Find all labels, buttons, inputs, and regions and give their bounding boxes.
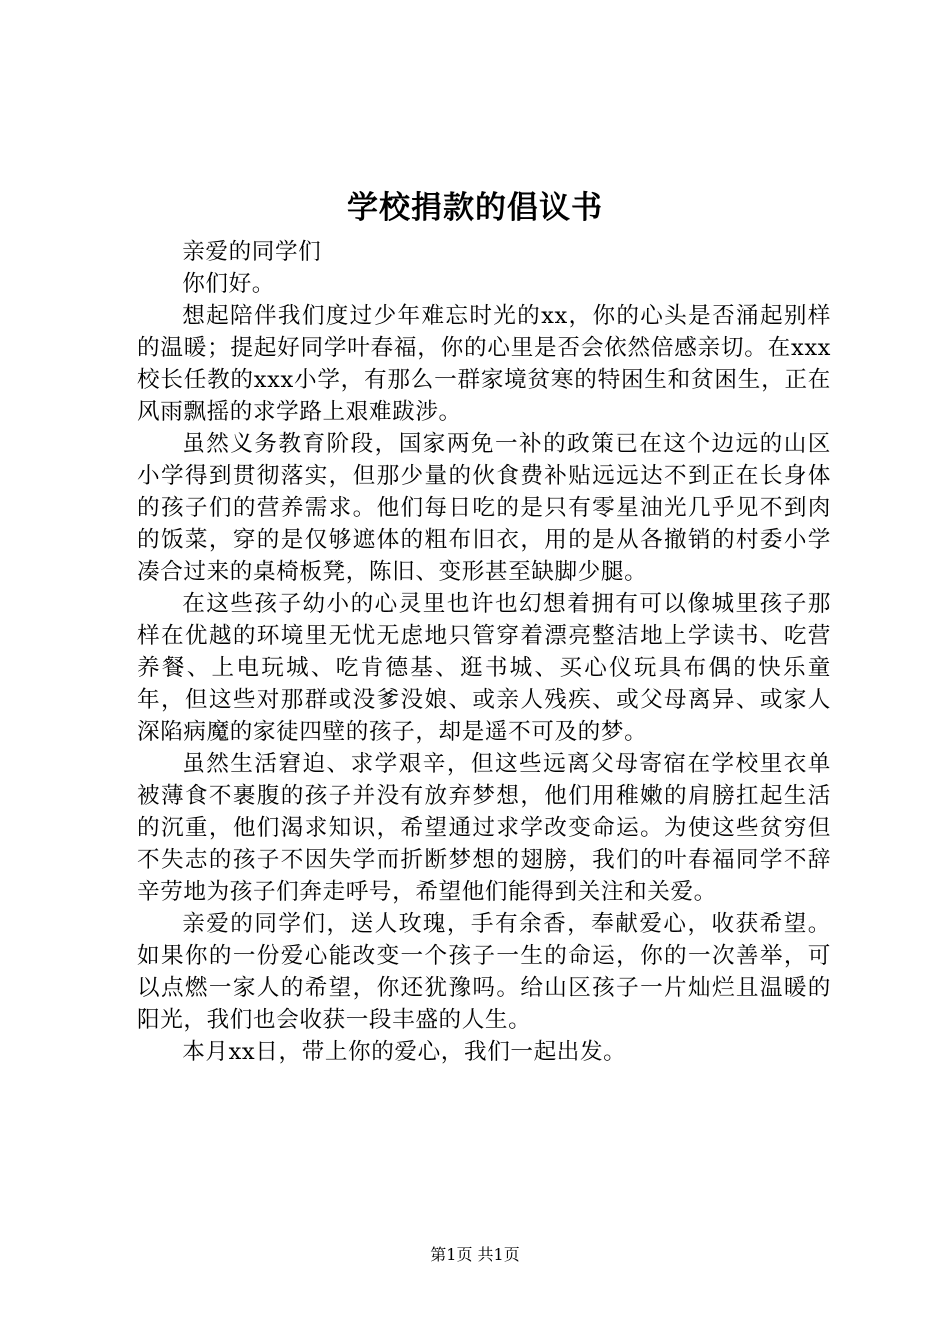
page-footer: 第1页 共1页 bbox=[430, 1245, 520, 1264]
document-title: 学校捐款的倡议书 bbox=[347, 190, 603, 226]
paragraph: 在这些孩子幼小的心灵里也许也幻想着拥有可以像城里孩子那样在优越的环境里无忧无虑地只管穿着漂亮整洁地上学读书、吃营养餐、上电玩城、吃肯德基、逛书城、买心仪玩具布偶的快乐童年，但这些对那群或没爹没娘、或亲人残疾、或父母离异、或家人深陷病魔的家徒四壁的孩子，却是遥不可及的梦。 bbox=[137, 591, 831, 745]
greeting: 你们好。 bbox=[182, 271, 275, 297]
closing-line: 本月xx日，带上你的爱心，我们一起出发。 bbox=[182, 1039, 627, 1065]
salutation: 亲爱的同学们 bbox=[182, 239, 322, 265]
paragraph: 虽然生活窘迫、求学艰辛，但这些远离父母寄宿在学校里衣单被薄食不裹腹的孩子并没有放弃梦想，他们用稚嫩的肩膀扛起生活的沉重，他们渴求知识，希望通过求学改变命运。为使这些贫穷但不失志的孩子不因失学而折断梦想的翅膀，我们的叶春福同学不辞辛劳地为孩子们奔走呼号，希望他们能得到关注和关爱。 bbox=[137, 751, 831, 905]
document-body bbox=[137, 236, 831, 1068]
paragraph: 想起陪伴我们度过少年难忘时光的xx，你的心头是否涌起别样的温暖；提起好同学叶春福，你的心里是否会依然倍感亲切。在xxx校长任教的xxx小学，有那么一群家境贫寒的特困生和贫困生，正在风雨飘摇的求学路上艰难跋涉。 bbox=[137, 303, 831, 425]
paragraph: 虽然义务教育阶段，国家两免一补的政策已在这个边远的山区小学得到贯彻落实，但那少量的伙食费补贴远远达不到正在长身体的孩子们的营养需求。他们每日吃的是只有零星油光几乎见不到肉的饭菜，穿的是仅够遮体的粗布旧衣，用的是从各撤销的村委小学凑合过来的桌椅板凳，陈旧、变形甚至缺脚少腿。 bbox=[137, 431, 831, 585]
paragraph: 亲爱的同学们，送人玫瑰，手有余香，奉献爱心，收获希望。如果你的一份爱心能改变一个孩子一生的命运，你的一次善举，可以点燃一家人的希望，你还犹豫吗。给山区孩子一片灿烂且温暖的阳光，我们也会收获一段丰盛的人生。 bbox=[137, 911, 831, 1033]
